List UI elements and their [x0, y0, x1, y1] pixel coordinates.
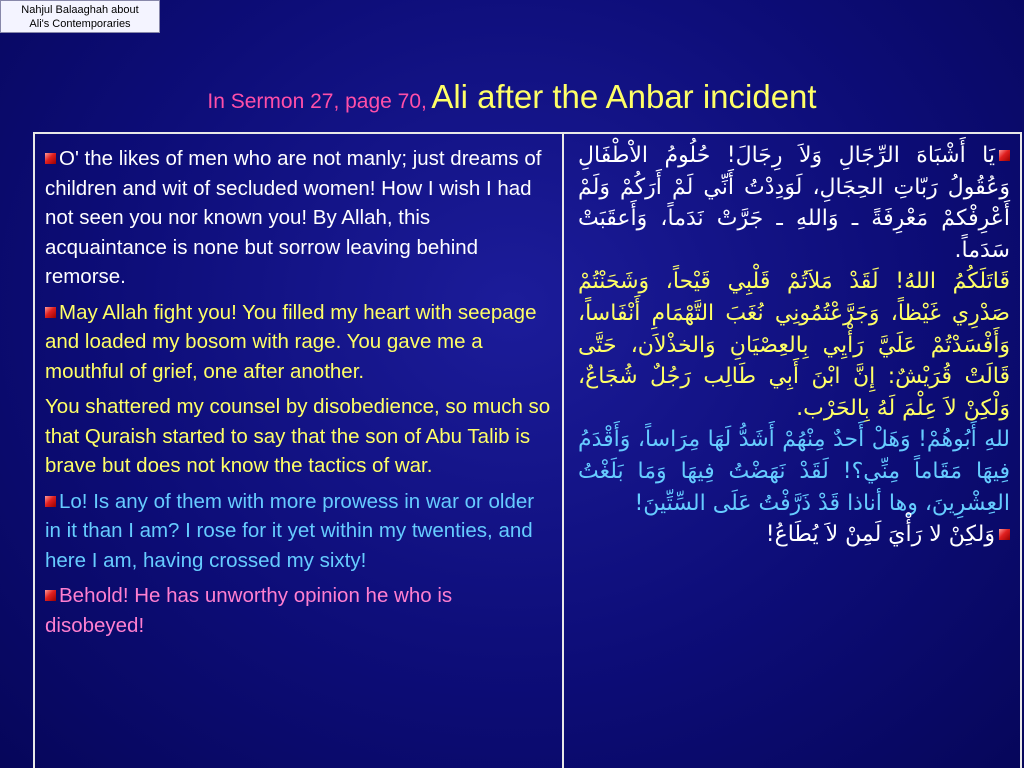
presentation-label — [0, 0, 160, 33]
red-square-bullet-icon — [999, 529, 1010, 540]
english-paragraph-2-text: May Allah fight you! You filled my heart with seepage and loaded my bosom with rage. You gave me a mouthful of grief, one after another. — [45, 300, 537, 383]
arabic-paragraph-2 — [578, 266, 1010, 424]
english-paragraph-3 — [45, 392, 552, 481]
presentation-label-line1: Nahjul Balaaghah about — [21, 4, 139, 16]
red-square-bullet-icon — [45, 496, 56, 507]
english-paragraph-4 — [45, 487, 552, 576]
arabic-column — [564, 134, 1020, 768]
arabic-paragraph-3 — [578, 424, 1010, 519]
red-square-bullet-icon — [999, 150, 1010, 161]
english-paragraph-5 — [45, 581, 552, 640]
arabic-paragraph-2-text: قَاتَلَكُمُ اللهُ! لَقَدْ مَلاَتُمْ قَلْبِي قَيْحاً، وَشَحَنْتُمْ صَدْرِي غَيْظاً، وَجَرَّعْتُمُونِي نُغَبَ التَّهْمَامِ أَنْفَاساً، وَأَفْسَدْتُمْ عَلَيَّ رَأْيِي بِالعِصْيَانِ وَالخذْلاَن، حَتَّى قَالَتْ قُرَيْشٌ: إِنَّ ابْنَ أَبِي طَالِب رَجُلٌ شُجَاعٌ، وَلْكِنْ لاَ عِلْمَ لَهُ بِالحَرْب. — [578, 269, 1010, 421]
arabic-paragraph-1 — [578, 140, 1010, 266]
english-paragraph-1-text: O' the likes of men who are not manly; just dreams of children and wit of secluded women! How I wish I had not seen you nor known you! By Allah, this acquaintance is none but sorrow leaving behind remorse. — [45, 147, 542, 288]
sermon-reference: In Sermon 27, page 70, — [207, 90, 427, 113]
arabic-paragraph-1-text: يَا أَشْبَاهَ الرِّجَالِ وَلاَ رِجَالَ! حُلُومُ الاْطْفَالِ وَعُقُولُ رَبّاتِ الحِجَالِ، لَوَدِدْتُ أَنِّي لَمْ أَرَكُمْ وَلَمْ أَعْرِفْكمْ مَعْرِفَةً ـ وَاللهِ ـ جَرَّتْ نَدَماً، وَأَعقَبَتْ سَدَماً. — [578, 143, 1010, 263]
red-square-bullet-icon — [45, 307, 56, 318]
slide-heading: Ali after the Anbar incident — [431, 78, 817, 115]
arabic-paragraph-4 — [578, 519, 1010, 551]
english-paragraph-4-text: Lo! Is any of them with more prowess in war or older in it than I am? I rose for it yet within my twenties, and here I am, having crossed my sixty! — [45, 489, 535, 572]
english-paragraph-1 — [45, 144, 552, 292]
content-table — [33, 132, 1022, 768]
english-paragraph-5-text: Behold! He has unworthy opinion he who is disobeyed! — [45, 584, 453, 637]
english-column — [35, 134, 564, 768]
red-square-bullet-icon — [45, 590, 56, 601]
red-square-bullet-icon — [45, 153, 56, 164]
presentation-label-line2: Ali's Contemporaries — [29, 18, 131, 30]
slide-title — [0, 78, 1024, 116]
arabic-paragraph-3-text: للهِ أَبُوهُمْ! وَهَلْ أَحدٌ مِنْهُمْ أَشَدُّ لَهَا مِرَاساً، وَأَقْدَمُ فِيهَا مَقَاماً مِنِّي؟! لَقَدْ نَهَضْتُ فِيهَا وَمَا بَلَغْتُ العِشْرِينَ، وها أناذا قَدْ ذَرَّفْتُ عَلَى السِّتِّينَ! — [578, 427, 1010, 516]
arabic-paragraph-4-text: وَلكِنْ لا رَأْيَ لَمِنْ لاَ يُطَاعُ! — [765, 522, 995, 548]
english-paragraph-2 — [45, 298, 552, 387]
english-paragraph-3-text: You shattered my counsel by disobedience, so much so that Quraish started to say that the son of Abu Talib is brave but does not know the tactics of war. — [45, 395, 551, 477]
